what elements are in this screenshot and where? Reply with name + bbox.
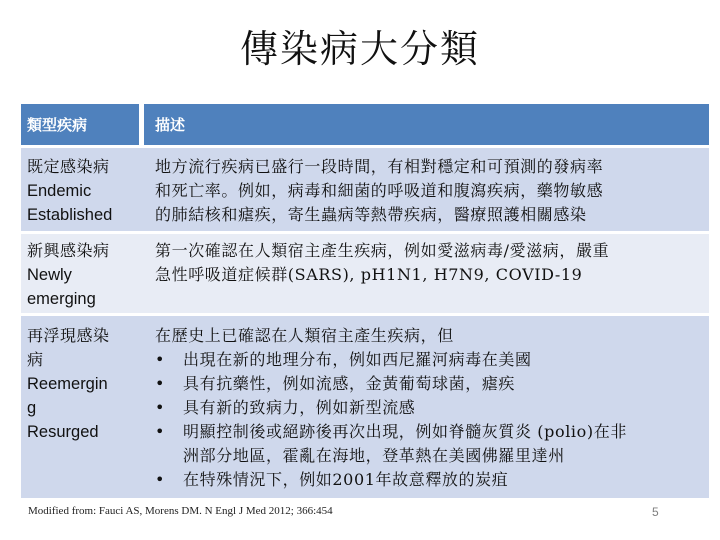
- source-citation: Modified from: Fauci AS, Morens DM. N Engl J Med 2012; 366:454: [28, 505, 333, 517]
- description-cell: [144, 234, 709, 313]
- list-item: [155, 348, 709, 372]
- type-cell: [21, 316, 144, 498]
- bullet-icon: •: [155, 374, 166, 393]
- bullet-icon: •: [155, 470, 166, 489]
- type-cell: [21, 148, 144, 231]
- bullet-icon: •: [155, 398, 166, 417]
- bullet-text: 出現在新的地理分布，例如西尼羅河病毒在美國: [183, 350, 532, 369]
- type-en: Resurged: [27, 423, 99, 441]
- disease-category-table: [21, 104, 709, 498]
- type-en: Reemergin: [27, 375, 108, 393]
- bullet-text: 具有新的致病力，例如新型流感: [183, 398, 416, 417]
- header-type: 類型疾病: [21, 104, 144, 145]
- type-en: Established: [27, 206, 113, 224]
- list-item: [155, 372, 709, 396]
- description-cell: [144, 148, 709, 231]
- list-item: [155, 420, 709, 468]
- type-zh: 新興感染病: [27, 241, 110, 260]
- list-item: [155, 468, 709, 492]
- bullet-text: 洲部分地區，霍亂在海地，登革熱在美國佛羅里達州: [183, 446, 565, 465]
- table-header-row: [21, 104, 709, 145]
- description-cell: [144, 316, 709, 498]
- description-line: 和死亡率。例如，病毒和細菌的呼吸道和腹瀉疾病，藥物敏感: [155, 181, 604, 200]
- description-line: 的肺結核和瘧疾，寄生蟲病等熱帶疾病，醫療照護相關感染: [155, 205, 587, 224]
- description-line: 第一次確認在人類宿主產生疾病，例如愛滋病毒/愛滋病，嚴重: [155, 241, 610, 260]
- type-zh: 既定感染病: [27, 157, 110, 176]
- description-intro: 在歷史上已確認在人類宿主產生疾病，但: [155, 326, 454, 345]
- type-zh: 病: [27, 350, 44, 369]
- type-en: g: [27, 399, 37, 417]
- bullet-list: [155, 348, 709, 492]
- slide-title: 傳染病大分類: [239, 27, 480, 71]
- type-cell: [21, 234, 144, 313]
- bullet-icon: •: [155, 350, 166, 369]
- table-row: [21, 316, 709, 498]
- type-en: Endemic: [27, 182, 92, 200]
- bullet-text: 明顯控制後或絕跡後再次出現，例如脊髓灰質炎 (polio)在非: [183, 422, 627, 441]
- type-en: emerging: [27, 290, 96, 308]
- header-description: 描述: [144, 104, 709, 145]
- description-line: 地方流行疾病已盛行一段時間，有相對穩定和可預測的發病率: [155, 157, 604, 176]
- bullet-icon: •: [155, 422, 166, 441]
- page-number: 5: [652, 505, 659, 519]
- list-item: [155, 396, 709, 420]
- type-zh: 再浮現感染: [27, 326, 110, 345]
- bullet-text: 在特殊情況下，例如2001年故意釋放的炭疽: [183, 470, 509, 489]
- type-en: Newly: [27, 266, 72, 284]
- bullet-text: 具有抗藥性，例如流感，金黃葡萄球菌，瘧疾: [183, 374, 516, 393]
- table-row: [21, 148, 709, 231]
- description-line: 急性呼吸道症候群(SARS), pH1N1, H7N9, COVID-19: [155, 265, 583, 284]
- table-row: [21, 234, 709, 313]
